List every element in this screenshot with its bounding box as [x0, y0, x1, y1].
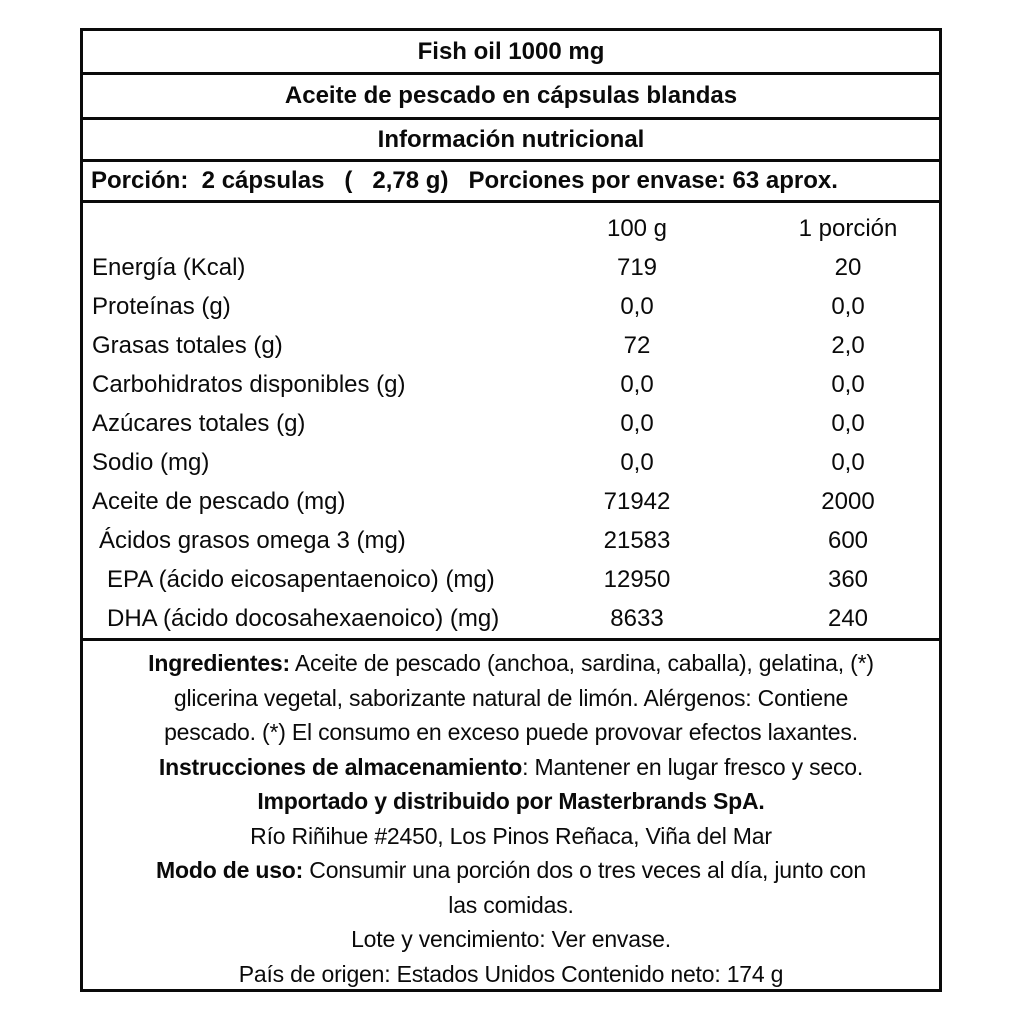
nutrient-name: Energía (Kcal) [92, 253, 246, 281]
table-row-aceite-pescado [83, 482, 939, 521]
ingredients-line-1 [83, 646, 939, 681]
value-per-100g: 21583 [603, 526, 671, 554]
nutrition-label [80, 28, 942, 992]
value-per-100g: 12950 [603, 565, 671, 593]
value-per-portion: 2000 [821, 487, 875, 515]
value-per-100g: 8633 [610, 604, 664, 632]
value-per-portion: 240 [827, 604, 869, 632]
value-per-portion: 0,0 [831, 292, 865, 320]
usage-line-1: Modo de uso: Consumir una porción dos o tres veces al día, junto con [156, 857, 866, 883]
value-per-portion: 2,0 [831, 331, 865, 359]
value-per-100g: 0,0 [620, 292, 654, 320]
storage-label: Instrucciones de almacenamiento [158, 753, 523, 780]
importer-address: Río Riñihue #2450, Los Pinos Reñaca, Viña del Mar [250, 822, 772, 849]
lot-expiry: Lote y vencimiento: Ver envase. [351, 926, 671, 952]
nutrient-name: EPA (ácido eicosapentaenoico) (mg) [107, 565, 495, 593]
table-row-sodio [83, 443, 939, 482]
value-per-portion: 600 [827, 526, 869, 554]
info-block [83, 641, 939, 991]
portion-info: Porción: 2 cápsulas ( 2,78 g) Porciones por envase: 63 aprox. [83, 162, 939, 203]
value-per-portion: 20 [834, 253, 862, 281]
value-per-100g: 71942 [603, 487, 671, 515]
value-per-100g: 0,0 [620, 448, 654, 476]
nutrient-name: Azúcares totales (g) [92, 409, 306, 437]
table-row-proteinas [83, 287, 939, 326]
value-per-portion: 360 [827, 565, 869, 593]
usage-line-2: las comidas. [448, 891, 574, 918]
value-per-portion: 0,0 [831, 370, 865, 398]
ingredients-line-3: pescado. (*) El consumo en exceso puede provovar efectos laxantes. [164, 719, 858, 745]
nutrient-name: Aceite de pescado (mg) [92, 487, 346, 515]
usage-label: Modo de uso: [156, 857, 304, 883]
value-per-100g: 719 [616, 253, 658, 281]
nutrient-name: DHA (ácido docosahexaenoico) (mg) [107, 604, 500, 632]
table-row-grasas [83, 326, 939, 365]
table-row-energia [83, 248, 939, 287]
table-header-row [83, 209, 939, 248]
nutrient-name: Grasas totales (g) [92, 331, 283, 359]
nutrient-name: Sodio (mg) [92, 448, 210, 476]
nutrition-table [83, 203, 939, 641]
nutrient-name: Ácidos grasos omega 3 (mg) [99, 526, 406, 554]
origin-net-content: País de origen: Estados Unidos Contenido neto: 174 g [238, 960, 784, 987]
table-row-carbohidratos [83, 365, 939, 404]
column-header-portion: 1 porción [798, 214, 898, 242]
table-row-omega3 [83, 521, 939, 560]
importer: Importado y distribuido por Masterbrands SpA. [257, 788, 765, 814]
storage-instructions: Instrucciones de almacenamiento: Mantener en lugar fresco y seco. [158, 753, 864, 780]
value-per-portion: 0,0 [831, 448, 865, 476]
section-title: Información nutricional [83, 120, 939, 162]
value-per-100g: 0,0 [620, 409, 654, 437]
value-per-100g: 0,0 [620, 370, 654, 398]
ingredients-line-2: glicerina vegetal, saborizante natural de limón. Alérgenos: Contiene [173, 684, 849, 711]
ingredients-label: Ingredientes: [148, 650, 290, 676]
table-row-dha [83, 599, 939, 638]
product-subtitle: Aceite de pescado en cápsulas blandas [83, 75, 939, 120]
product-title: Fish oil 1000 mg [83, 31, 939, 75]
table-row-azucares [83, 404, 939, 443]
value-per-portion: 0,0 [831, 409, 865, 437]
table-row-epa [83, 560, 939, 599]
nutrient-name: Carbohidratos disponibles (g) [92, 370, 406, 398]
nutrient-name: Proteínas (g) [92, 292, 231, 320]
ingredients-text: Aceite de pescado (anchoa, sardina, caballa), gelatina, (*) [290, 650, 874, 676]
column-header-100g: 100 g [606, 214, 668, 242]
value-per-100g: 72 [623, 331, 651, 359]
